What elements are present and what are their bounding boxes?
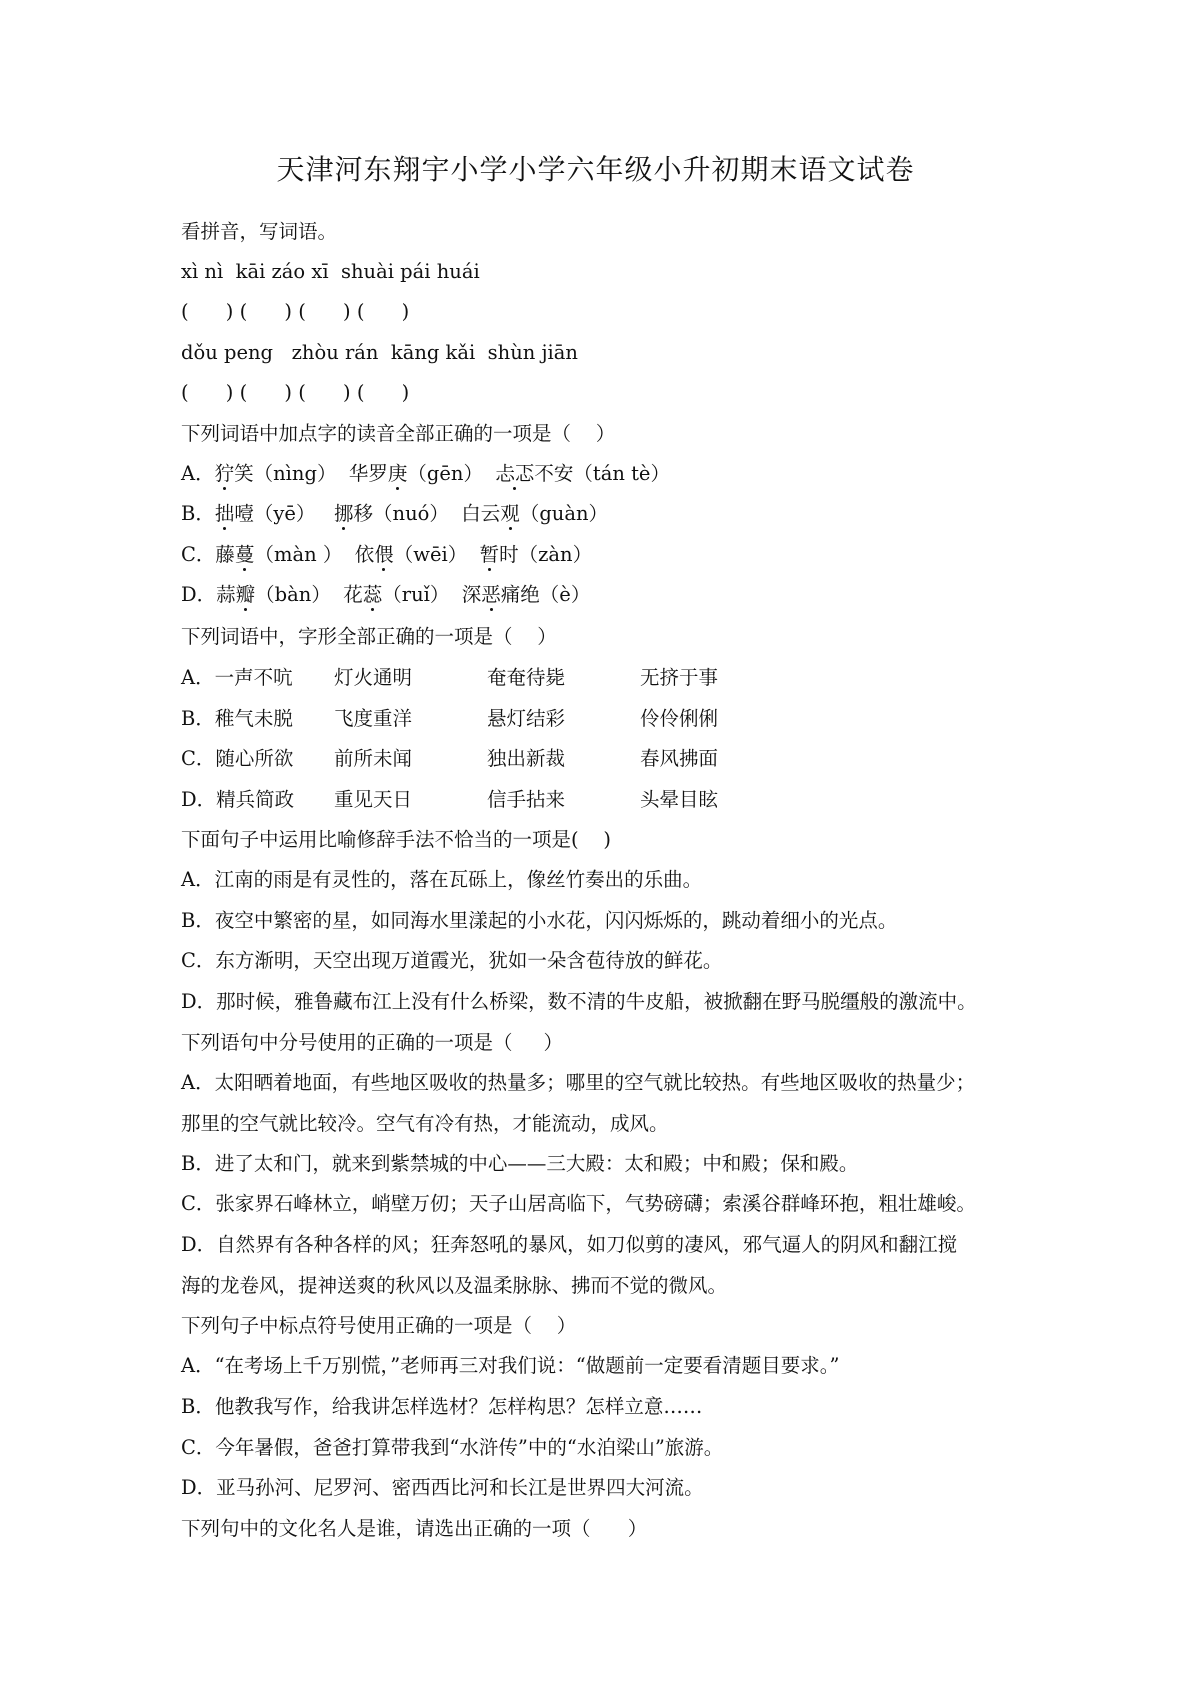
option-a: A．江南的雨是有灵性的，落在瓦砾上，像丝竹奏出的乐曲。 xyxy=(181,868,703,891)
option-b: B．拙噎（yē） 挪移（nuó） 白云观（guàn） xyxy=(181,502,609,525)
page-title: 天津河东翔宇小学小学六年级小升初期末语文试卷 xyxy=(276,153,915,186)
pinyin-question-heading: 看拼音，写词语。 xyxy=(181,220,338,243)
pinyin-line-1: xì nì kāi záo xī shuài pái huái xyxy=(181,260,480,283)
option-d: D．亚马孙河、尼罗河、密西西比河和长江是世界四大河流。 xyxy=(181,1476,704,1499)
question-stem: 下列句中的文化名人是谁，请选出正确的一项（ ） xyxy=(181,1517,648,1540)
question-stem: 下列词语中，字形全部正确的一项是（ ） xyxy=(181,625,557,648)
option-c: C．随心所欲 前所未闻 独出新裁 春风拂面 xyxy=(181,747,719,770)
question-stem: 下列句子中标点符号使用正确的一项是（ ） xyxy=(181,1314,577,1337)
option-d: D．精兵简政 重见天日 信手拈来 头晕目眩 xyxy=(181,788,719,811)
option-d: D．那时候，雅鲁藏布江上没有什么桥梁，数不清的牛皮船，被掀翻在野马脱缰般的激流中。 xyxy=(181,990,977,1013)
option-b: B．进了太和门，就来到紫禁城的中心——三大殿：太和殿；中和殿；保和殿。 xyxy=(181,1152,859,1175)
question-stem: 下列语句中分号使用的正确的一项是（ ） xyxy=(181,1031,563,1054)
answer-blanks-1: ( ) ( ) ( ) ( ) xyxy=(181,300,410,323)
option-a: A．太阳晒着地面，有些地区吸收的热量多；哪里的空气就比较热。有些地区吸收的热量少； xyxy=(181,1071,976,1094)
option-a: A．狞笑（nìng） 华罗庚（gēn） 忐忑不安（tán tè） xyxy=(181,462,670,485)
question-stem: 下面句子中运用比喻修辞手法不恰当的一项是( ) xyxy=(181,828,612,851)
option-a: A．一声不吭 灯火通明 奄奄待毙 无挤于事 xyxy=(181,666,719,689)
option-b: B．稚气未脱 飞度重洋 悬灯结彩 伶伶俐俐 xyxy=(181,707,719,730)
question-stem: 下列词语中加点字的读音全部正确的一项是（ ） xyxy=(181,422,616,445)
option-c: C．藤蔓（màn ） 依偎（wēi） 暂时（zàn） xyxy=(181,543,593,566)
option-c: C．东方渐明，天空出现万道霞光，犹如一朵含苞待放的鲜花。 xyxy=(181,949,723,972)
option-d-continued: 海的龙卷风，提神送爽的秋风以及温柔脉脉、拂而不觉的微风。 xyxy=(181,1274,728,1297)
option-b: B．夜空中繁密的星，如同海水里漾起的小水花，闪闪烁烁的，跳动着细小的光点。 xyxy=(181,909,898,932)
pinyin-line-2: dǒu peng zhòu rán kāng kǎi shùn jiān xyxy=(181,341,578,364)
option-c: C．张家界石峰林立，峭壁万仞；天子山居高临下，气势磅礴；索溪谷群峰环抱，粗壮雄峻。 xyxy=(181,1192,976,1215)
option-c: C．今年暑假，爸爸打算带我到“水浒传”中的“水泊梁山”旅游。 xyxy=(181,1436,724,1459)
option-b: B．他教我写作，给我讲怎样选材？怎样构思？怎样立意…… xyxy=(181,1395,703,1418)
option-a: A．“在考场上千万别慌，”老师再三对我们说：“做题前一定要看清题目要求。” xyxy=(181,1354,840,1377)
option-d: D．蒜瓣（bàn） 花蕊（ruǐ） 深恶痛绝（è） xyxy=(181,583,591,606)
option-d: D．自然界有各种各样的风；狂奔怒吼的暴风，如刀似剪的凄风，邪气逼人的阴风和翻江搅 xyxy=(181,1233,958,1256)
answer-blanks-2: ( ) ( ) ( ) ( ) xyxy=(181,381,410,404)
option-a-continued: 那里的空气就比较冷。空气有冷有热，才能流动，成风。 xyxy=(181,1112,669,1135)
